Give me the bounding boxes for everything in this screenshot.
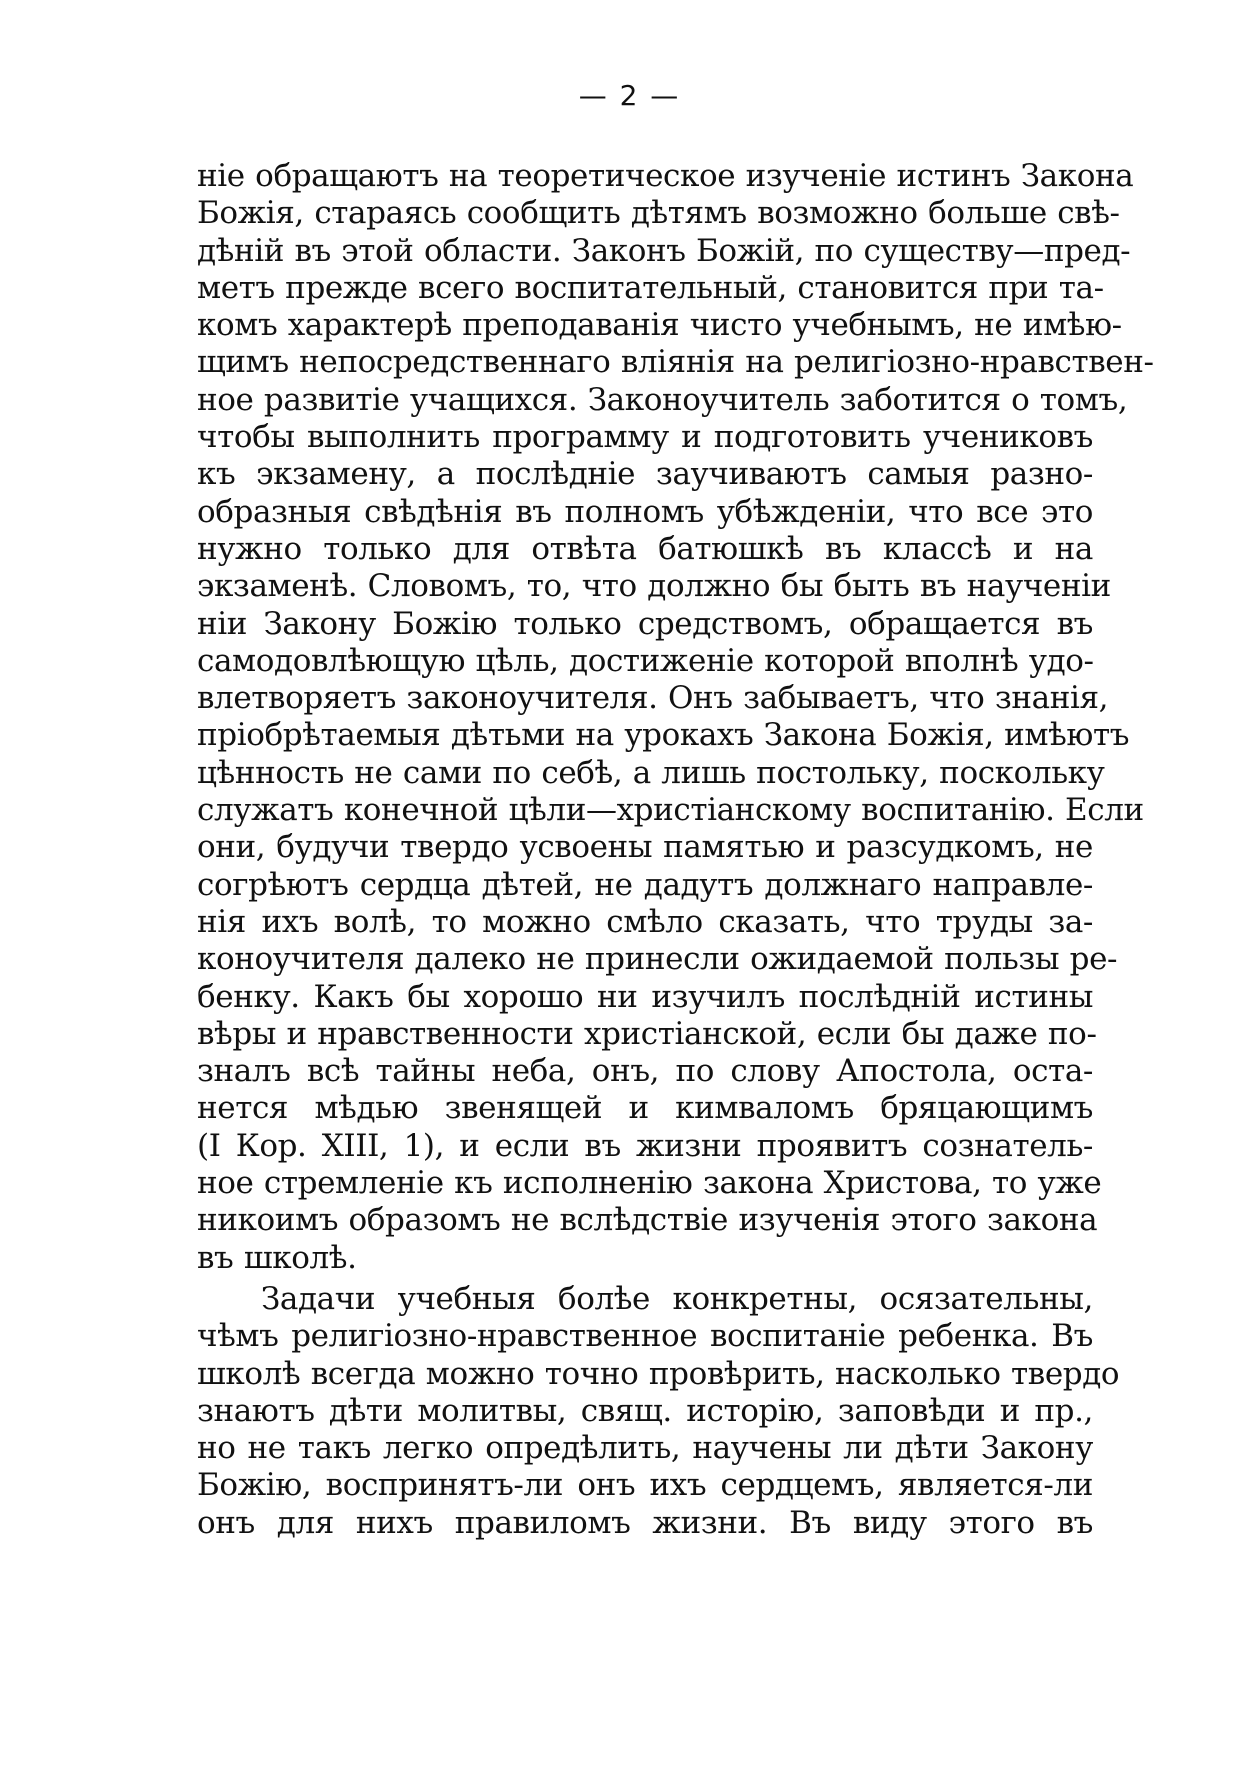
- text-line: экзаменѣ. Словомъ, то, что должно бы быть въ наученіи: [197, 568, 1111, 605]
- text-line: но не такъ легко опредѣлить, научены ли дѣти Закону: [197, 1430, 1093, 1467]
- text-line: коноучителя далеко не принесли ожидаемой пользы ре-: [197, 941, 1118, 978]
- text-line: чтобы выполнить программу и подготовить учениковъ: [197, 419, 1093, 456]
- text-line: нется мѣдью звенящей и кимваломъ бряцающимъ: [197, 1090, 1093, 1127]
- text-line: пріобрѣтаемыя дѣтьми на урокахъ Закона Божія, имѣютъ: [197, 717, 1130, 754]
- text-line: служатъ конечной цѣли—христіанскому воспитанію. Если: [197, 792, 1144, 829]
- text-line: ное стремленіе къ исполненію закона Христова, то уже: [197, 1165, 1102, 1202]
- text-line: знаютъ дѣти молитвы, свящ. исторію, заповѣди и пр.,: [197, 1392, 1093, 1429]
- text-line: зналъ всѣ тайны неба, онъ, по слову Апостола, оста-: [197, 1053, 1093, 1090]
- text-line: онъ для нихъ правиломъ жизни. Въ виду этого въ: [197, 1504, 1093, 1541]
- text-line: метъ прежде всего воспитательный, становится при та-: [197, 269, 1104, 306]
- paragraph-2: [197, 1280, 1120, 1542]
- text-line: никоимъ образомъ не вслѣдствіе изученія этого закона: [197, 1202, 1098, 1239]
- text-line: образныя свѣдѣнія въ полномъ убѣжденіи, что все это: [197, 493, 1093, 530]
- text-line: школѣ всегда можно точно провѣрить, насколько твердо: [197, 1355, 1120, 1392]
- text-line: цѣнность не сами по себѣ, а лишь постольку, поскольку: [197, 754, 1105, 791]
- text-line: въ школѣ.: [197, 1239, 357, 1276]
- text-line: Божія, стараясь сообщить дѣтямъ возможно больше свѣ-: [197, 195, 1120, 232]
- text-line: Божію, воспринятъ-ли онъ ихъ сердцемъ, является-ли: [197, 1467, 1093, 1504]
- text-line: щимъ непосредственнаго вліянія на религіозно-нравствен-: [197, 344, 1154, 381]
- text-line: (I Кор. XIII, 1), и если въ жизни проявитъ сознатель-: [197, 1127, 1093, 1164]
- text-line: нія ихъ волѣ, то можно смѣло сказать, что труды за-: [197, 903, 1093, 940]
- page-number: — 2 —: [578, 79, 681, 112]
- text-line: ное развитіе учащихся. Законоучитель заботится о томъ,: [197, 381, 1128, 418]
- text-line: дѣній въ этой области. Законъ Божій, по существу—пред-: [197, 232, 1131, 269]
- paragraph-1: [197, 158, 1154, 1277]
- text-line: ніи Закону Божію только средствомъ, обращается въ: [197, 605, 1093, 642]
- text-line: комъ характерѣ преподаванія чисто учебнымъ, не имѣю-: [197, 307, 1122, 344]
- text-line: Задачи учебныя болѣе конкретны, осязательны,: [261, 1280, 1093, 1317]
- text-line: они, будучи твердо усвоены памятью и разсудкомъ, не: [197, 829, 1093, 866]
- text-line: согрѣютъ сердца дѣтей, не дадутъ должнаго направле-: [197, 866, 1093, 903]
- text-line: самодовлѣющую цѣль, достиженіе которой вполнѣ удо-: [197, 642, 1094, 679]
- text-line: чѣмъ религіозно-нравственное воспитаніе ребенка. Въ: [197, 1318, 1093, 1355]
- text-line: влетворяетъ законоучителя. Онъ забываетъ, что знанія,: [197, 680, 1109, 717]
- text-line: нужно только для отвѣта батюшкѣ въ классѣ и на: [197, 530, 1093, 567]
- text-line: вѣры и нравственности христіанской, если бы даже по-: [197, 1015, 1097, 1052]
- text-line: бенку. Какъ бы хорошо ни изучилъ послѣдній истины: [197, 978, 1093, 1015]
- text-line: ніе обращаютъ на теоретическое изученіе истинъ Закона: [197, 158, 1134, 194]
- text-line: къ экзамену, а послѣдніе заучиваютъ самыя разно-: [197, 456, 1093, 493]
- body-text: [197, 158, 1154, 1542]
